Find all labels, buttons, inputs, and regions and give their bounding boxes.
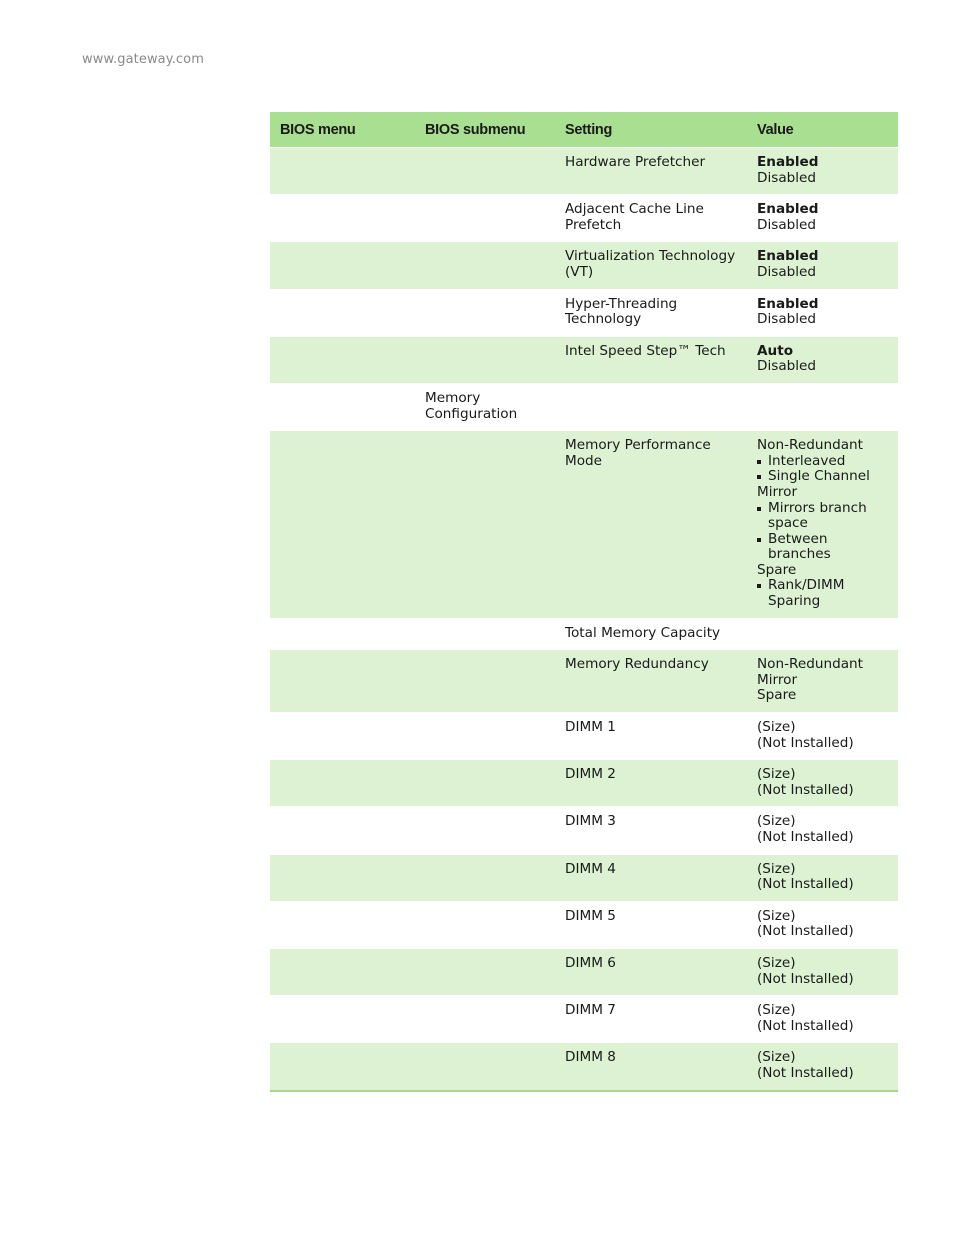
table-row: [270, 713, 898, 760]
cell-value: [751, 383, 898, 430]
cell-bios-submenu: [415, 148, 555, 195]
table-row: [270, 854, 898, 901]
value-option: (Size): [757, 719, 796, 736]
cell-value: [751, 713, 898, 760]
value-option-default: Enabled: [757, 154, 819, 170]
cell-value: [751, 650, 898, 713]
table-header-row: [270, 112, 898, 148]
column-header-value: Value: [751, 112, 898, 148]
cell-setting: Total Memory Capacity: [555, 618, 751, 650]
value-option: Non-Redundant: [757, 656, 863, 673]
cell-bios-menu: [270, 854, 415, 901]
cell-bios-submenu: [415, 807, 555, 854]
cell-bios-submenu: [415, 618, 555, 650]
cell-value: [751, 242, 898, 289]
value-option: (Size): [757, 954, 796, 971]
value-option: (Size): [757, 1049, 796, 1066]
table-row: [270, 336, 898, 383]
value-option: Mirror: [757, 671, 798, 688]
value-option: (Not Installed): [757, 876, 854, 893]
table-row: [270, 807, 898, 854]
cell-bios-menu: [270, 760, 415, 807]
value-option-default: Enabled: [757, 201, 819, 218]
value-option: (Not Installed): [757, 970, 854, 987]
value-option: (Size): [757, 813, 796, 830]
cell-setting: Hardware Prefetcher: [555, 148, 751, 195]
cell-value: [751, 996, 898, 1043]
value-suboption: Between branches: [768, 532, 894, 563]
value-option: (Size): [757, 766, 796, 783]
table-row: [270, 901, 898, 948]
table-row: [270, 242, 898, 289]
cell-bios-submenu: [415, 431, 555, 619]
table-row: [270, 289, 898, 336]
table-row: [270, 383, 898, 430]
table-row: [270, 148, 898, 195]
cell-bios-menu: [270, 1043, 415, 1091]
table-row: [270, 431, 898, 619]
cell-bios-menu: [270, 242, 415, 289]
value-option: (Size): [757, 1002, 796, 1019]
cell-value: [751, 1043, 898, 1091]
cell-bios-submenu: [415, 289, 555, 336]
cell-value: [751, 336, 898, 383]
cell-bios-menu: [270, 996, 415, 1043]
cell-setting: Intel Speed Step™ Tech: [555, 336, 751, 383]
value-option: (Not Installed): [757, 734, 854, 751]
table-row: [270, 618, 898, 650]
cell-bios-menu: [270, 713, 415, 760]
cell-bios-menu: [270, 650, 415, 713]
value-option-group: Spare: [757, 561, 797, 578]
cell-bios-menu: [270, 901, 415, 948]
value-option: Disabled: [757, 169, 817, 186]
value-option: Disabled: [757, 263, 817, 280]
value-option: Disabled: [757, 311, 817, 328]
cell-setting: Adjacent Cache Line Prefetch: [555, 195, 751, 242]
value-option: (Size): [757, 860, 796, 877]
cell-value: [751, 760, 898, 807]
cell-setting: DIMM 8: [555, 1043, 751, 1091]
column-header-bios-submenu: BIOS submenu: [415, 112, 555, 148]
site-url: www.gateway.com: [82, 52, 204, 67]
cell-bios-submenu: [415, 996, 555, 1043]
value-option: (Not Installed): [757, 923, 854, 940]
cell-bios-submenu: [415, 336, 555, 383]
cell-setting: DIMM 3: [555, 807, 751, 854]
value-option-group: Non-Redundant: [757, 437, 863, 454]
cell-setting: DIMM 7: [555, 996, 751, 1043]
table-row: [270, 760, 898, 807]
value-option: Spare: [757, 687, 797, 704]
value-option: (Not Installed): [757, 1017, 854, 1034]
value-option: Disabled: [757, 216, 817, 233]
cell-bios-submenu: [415, 713, 555, 760]
value-option: (Not Installed): [757, 1064, 854, 1081]
cell-value: [751, 948, 898, 995]
cell-bios-menu: [270, 195, 415, 242]
cell-value: [751, 431, 898, 619]
cell-bios-menu: [270, 431, 415, 619]
cell-value: [751, 901, 898, 948]
column-header-bios-menu: BIOS menu: [270, 112, 415, 148]
cell-value: [751, 148, 898, 195]
cell-bios-submenu: [415, 195, 555, 242]
value-suboption: Interleaved: [768, 454, 894, 470]
value-option-default: Auto: [757, 342, 794, 359]
cell-value: [751, 289, 898, 336]
cell-bios-menu: [270, 618, 415, 650]
cell-bios-submenu: [415, 901, 555, 948]
cell-bios-submenu: [415, 854, 555, 901]
table-row: [270, 195, 898, 242]
cell-value: [751, 618, 898, 650]
cell-setting: DIMM 4: [555, 854, 751, 901]
cell-bios-submenu: [415, 650, 555, 713]
table-row: [270, 996, 898, 1043]
cell-bios-submenu: [415, 760, 555, 807]
cell-value: [751, 807, 898, 854]
cell-bios-menu: [270, 383, 415, 430]
cell-bios-menu: [270, 948, 415, 995]
cell-bios-menu: [270, 289, 415, 336]
value-suboption: Mirrors branch space: [768, 501, 894, 532]
cell-bios-menu: [270, 148, 415, 195]
value-option: (Not Installed): [757, 781, 854, 798]
cell-bios-menu: [270, 807, 415, 854]
value-option: (Size): [757, 907, 796, 924]
value-option-default: Enabled: [757, 248, 819, 265]
value-option: (Not Installed): [757, 829, 854, 845]
value-suboption: Rank/DIMM Sparing: [768, 578, 894, 609]
bios-settings-table: [270, 112, 898, 1092]
value-suboption-list: [757, 578, 894, 609]
value-option-default: Enabled: [757, 295, 819, 312]
cell-value: [751, 195, 898, 242]
table-row: [270, 948, 898, 995]
cell-setting: DIMM 2: [555, 760, 751, 807]
cell-bios-submenu: [415, 242, 555, 289]
value-suboption-list: [757, 501, 894, 563]
cell-bios-submenu: Memory Configuration: [415, 383, 555, 430]
column-header-setting: Setting: [555, 112, 751, 148]
cell-setting: DIMM 5: [555, 901, 751, 948]
cell-setting: Memory Redundancy: [555, 650, 751, 713]
cell-value: [751, 854, 898, 901]
value-option: Disabled: [757, 358, 817, 375]
value-option-group: Mirror: [757, 483, 798, 500]
value-suboption-list: [757, 454, 894, 485]
value-suboption: Single Channel: [768, 469, 894, 485]
table-row: [270, 650, 898, 713]
table-row: [270, 1043, 898, 1091]
cell-setting: DIMM 6: [555, 948, 751, 995]
cell-bios-menu: [270, 336, 415, 383]
cell-bios-submenu: [415, 948, 555, 995]
cell-setting: Memory Performance Mode: [555, 431, 751, 619]
cell-setting: Virtualization Technology (VT): [555, 242, 751, 289]
cell-setting: Hyper-Threading Technology: [555, 289, 751, 336]
cell-bios-submenu: [415, 1043, 555, 1091]
table-body: [270, 148, 898, 1091]
cell-setting: DIMM 1: [555, 713, 751, 760]
cell-setting: [555, 383, 751, 430]
